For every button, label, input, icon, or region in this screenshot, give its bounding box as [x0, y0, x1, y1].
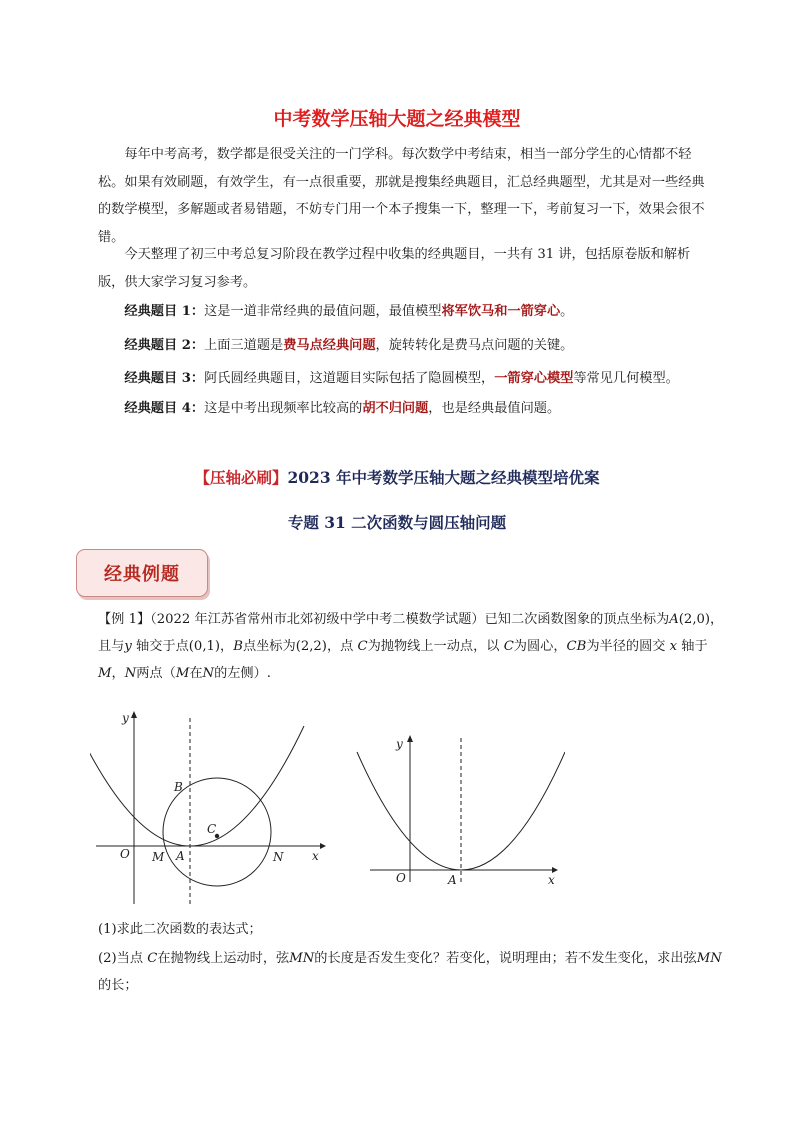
coordinate: (2,0): [678, 612, 711, 627]
figure-2-parabola: [350, 730, 565, 890]
problem-tag: 【例 1】: [98, 612, 151, 627]
document-title: 中考数学压轴大题之经典模型: [273, 108, 521, 130]
point-label: C: [147, 951, 158, 966]
text: 已知二次函数图象的顶点坐标为: [484, 612, 670, 627]
label-x: x: [548, 873, 555, 887]
text: ，: [220, 639, 234, 654]
point-label: N: [124, 666, 137, 681]
classic-item-4: [98, 399, 718, 419]
label-a: A: [448, 873, 457, 887]
item-text: 这是中考出现频率比较高的: [204, 401, 363, 416]
parabola-curve: [90, 726, 304, 846]
label-x: x: [312, 849, 319, 863]
text: 轴于: [677, 639, 708, 654]
text: 为半径的圆交: [586, 639, 670, 654]
item-highlight: 胡不归问题: [362, 401, 429, 416]
item-text: 等常见几何模型。: [573, 371, 679, 386]
text: 的长度是否发生变化？若变化，说明理由；若不发生变化，求出弦: [314, 951, 697, 966]
problem-source: （2022 年江苏省常州市北郊初级中学中考二模数学试题）: [150, 612, 485, 627]
item-highlight: 一箭穿心模型: [494, 371, 574, 386]
label-o: O: [120, 847, 130, 861]
classic-item-2: [98, 336, 718, 356]
item-text: ，旋转转化是费马点问题的关键。: [375, 338, 574, 353]
text: 在: [189, 666, 203, 681]
text: ，: [111, 666, 125, 681]
series-heading: [0, 466, 794, 488]
label-y: y: [396, 737, 403, 751]
segment-label: CB: [566, 639, 587, 654]
text: 在抛物线上运动时，弦: [157, 951, 290, 966]
label-b: B: [174, 780, 183, 794]
heading-bracket: 【压轴必刷】: [194, 468, 288, 487]
x-axis-arrow: [320, 843, 326, 849]
classic-item-1: [98, 302, 718, 322]
label-o: O: [396, 871, 406, 885]
label-y: y: [122, 711, 129, 725]
item-text: 阿氏圆经典题目，这道题目实际包括了隐圆模型，: [204, 371, 495, 386]
figure-1-parabola-circle: [90, 706, 330, 910]
item-text: ，也是经典最值问题。: [428, 401, 561, 416]
item-text: 上面三道题是: [204, 338, 284, 353]
point-label: C: [357, 639, 368, 654]
axis-label: y: [124, 639, 132, 654]
coordinate: (0,1): [188, 639, 221, 654]
item-text: 。: [560, 304, 574, 319]
coordinate: (2,2): [295, 639, 327, 654]
topic-heading: 专题 31 二次函数与圆压轴问题: [287, 513, 507, 532]
text: 点坐标为: [242, 639, 296, 654]
text: 轴交于点: [131, 639, 189, 654]
item-text: 这是一道非常经典的最值问题，最值模型: [204, 304, 442, 319]
text: (2)当点: [98, 951, 148, 966]
intro-paragraph-1: 每年中考高考，数学都是很受关注的一门学科。每次数学中考结束，相当一部分学生的心情都不轻松。如果有效刷题，有效学生，有一点很重要，那就是搜集经典题目，汇总经典题型，尤其是对一些经典的数学模型，多解题或者易错题，不妨专门用一个本子搜集一下，整理一下，考前复习一下，效果会很不错。: [98, 147, 705, 245]
classic-item-3: [98, 369, 718, 389]
item-label: 经典题目 3：: [124, 371, 205, 386]
text: 的左侧）.: [214, 666, 272, 681]
label-n: N: [273, 850, 284, 864]
item-highlight: 将军饮马和一箭穿心: [441, 304, 561, 319]
question-1: (1)求此二次函数的表达式；: [98, 922, 262, 937]
item-label: 经典题目 4：: [124, 401, 205, 416]
item-label: 经典题目 1：: [124, 304, 205, 319]
point-label: B: [233, 639, 243, 654]
segment-label: MN: [696, 951, 722, 966]
text: 的长；: [98, 978, 138, 993]
segment-label: MN: [289, 951, 315, 966]
text: 为抛物线上一动点，以: [367, 639, 504, 654]
point-label: N: [202, 666, 215, 681]
point-label: A: [669, 612, 679, 627]
label-c: C: [207, 822, 217, 836]
point-label: M: [175, 666, 190, 681]
problem-statement: [98, 606, 724, 687]
intro-paragraph-2: 今天整理了初三中考总复习阶段在教学过程中收集的经典题目，一共有 31 讲，包括原卷版和解析版，供大家学习复习参考。: [98, 247, 691, 290]
y-axis-arrow: [131, 711, 137, 718]
classic-example-badge: [76, 549, 208, 597]
circle-c: [163, 778, 271, 886]
text: 为圆心，: [513, 639, 567, 654]
label-m: M: [152, 850, 165, 864]
point-label: C: [503, 639, 514, 654]
label-a: A: [176, 849, 185, 863]
badge-label: 经典例题: [104, 564, 180, 585]
axis-label: x: [669, 639, 678, 654]
question-2: [98, 945, 724, 999]
text: ，且与: [98, 612, 724, 654]
text: ，点: [326, 639, 358, 654]
item-label: 经典题目 2：: [124, 338, 205, 353]
point-label: M: [98, 666, 112, 681]
y-axis-arrow: [407, 735, 413, 742]
text: 两点（: [136, 666, 176, 681]
item-highlight: 费马点经典问题: [283, 338, 376, 353]
heading-text: 2023 年中考数学压轴大题之经典模型培优案: [287, 468, 600, 487]
